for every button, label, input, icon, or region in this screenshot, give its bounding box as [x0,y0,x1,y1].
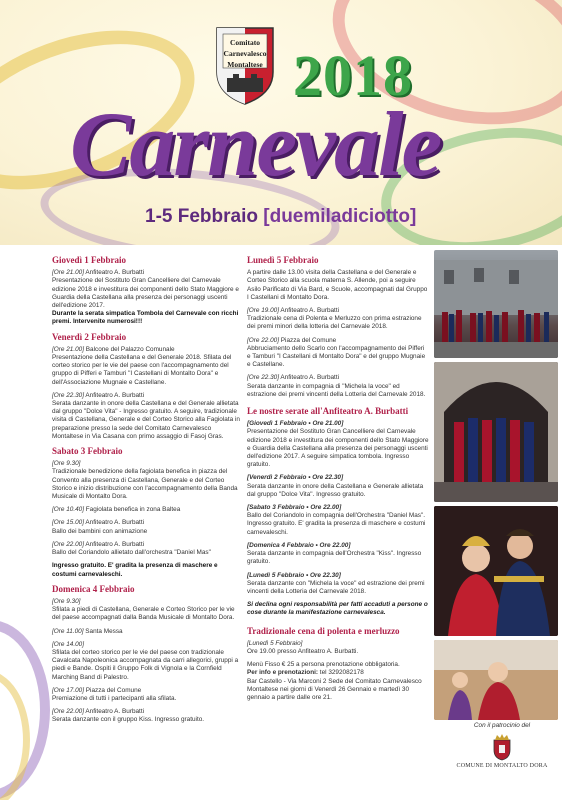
program-event [247,374,429,399]
event-dates [145,206,416,228]
event-time: [Ore 15.00] [52,519,84,527]
photo-castellana-child [434,640,558,720]
program-event [52,269,242,326]
cena-info-text: Bar Castello - Via Marconi 2 Sede del Comitato Carnevalesco Montaltese nei giorni di Venerdì 26 Gennaio e martedì 30 gennaio a partire dalle ore 21. [247,677,422,701]
event-dates-main: 1-5 Febbraio [145,206,258,227]
serate-title: Le nostre serate all'Anfiteatro A. Burbatti [247,406,409,417]
cena-head: [Lunedì 5 Febbraio] [247,639,303,647]
serata-description: Serata danzante in onore della Castellana e Generale allietata dal gruppo "Dolce Vita". Ingresso gratuito. [247,482,424,498]
header-banner [0,0,562,245]
serata-event [247,504,429,537]
photo-castle-parade [434,250,558,358]
event-highlight: Ingresso gratuito. E' gradita la presenza di maschere e costumi carnevaleschi. [52,562,218,578]
event-time: [Ore 17.00] [52,686,84,694]
serata-event [247,572,429,597]
serata-description: Serata danzante in compagnia dell'Orchestra "Kiss". Ingresso gratuito. [247,550,422,566]
event-time: [Ore 22.00] [247,336,279,344]
monday-intro: A partire dalle 13.00 visita della Castellana e del Generale e Corteo Storico alla scuola materna S. Allende, poi a seguire Asilo Parificato di Via Bard, e Scuole, accompagnati dal Gruppo I Castellani di Montalto Dora. [247,269,428,301]
cena-info [247,669,429,677]
program-event [52,641,242,682]
patrocinio-label: Con il patrocinio del [473,722,531,729]
event-time: [Ore 9.30] [52,597,81,605]
day-title: Venerdì 2 Febbraio [52,331,127,342]
program-event [52,541,242,557]
crest-line-1: Comitato [230,38,260,47]
program-event [247,307,429,332]
comune-name: COMUNE DI MONTALTO DORA [456,763,548,769]
event-place: Balcone del Palazzo Comunale [83,345,175,353]
serata-head: [Venerdì 2 Febbraio • Ore 22.30] [247,474,344,482]
program-event [52,346,242,387]
crest-line-3: Montaltese [227,60,263,69]
event-place: Anfiteatro A. Burbatti [278,307,340,315]
photo-castellana-generale [434,506,558,636]
program-event [52,708,242,724]
event-description: Presentazione del Sostituto Gran Cancelliere del Carnevale edizione 2018 e investitura dei componenti dello Stato Maggiore e Guardia della Castellana alla presenza dei personaggi uscenti dell'edizione 2017. [52,277,239,310]
serata-head: [Sabato 3 Febbraio • Ore 22.00] [247,504,342,512]
serata-event [247,474,429,499]
cena-line1: Ore 19.00 presso Anfiteatro A. Burbatti. [247,647,359,655]
event-time: [Ore 22.30] [247,374,279,382]
event-dates-words: [duemiladiciotto] [263,206,417,227]
patrocinio-block [452,722,552,769]
serata-description: Ballo del Coriandolo in compagnia dell'Orchestra "Daniel Mas". Ingresso gratuito. E' gradita la presenza di maschere e costumi carnevaleschi. [247,512,426,536]
event-place: Anfiteatro A. Burbatti [83,519,145,527]
program-event [52,519,242,535]
event-place: Anfiteatro A. Burbatti [83,708,145,716]
event-description: Tradizionale cena di Polenta e Merluzzo con prima estrazione dei premi minori della lotteria del Carnevale 2018. [247,315,422,331]
program-column-right [247,250,429,707]
serata-description: Presentazione del Sostituto Gran Cancelliere del Carnevale edizione 2018 e investitura dei componenti dello Stato Maggiore e Guardia della Castellana alla presenza dei personaggi uscenti dell'edizione 2017. A seguire simpatica tombola. Ingresso gratuito. [247,428,429,469]
program-event [52,460,242,501]
event-description: Ballo dei bambini con animazione [52,527,148,535]
serata-event [247,542,429,567]
event-year: 2018 [293,43,413,108]
event-place: Anfiteatro A. Burbatti [83,540,145,548]
decorative-swirl-bottom [0,600,52,800]
program-event [247,337,429,370]
program-event [52,598,242,623]
event-place: Anfiteatro A. Burbatti [83,269,145,277]
page-title: Carnevale [70,93,441,195]
event-place: Anfiteatro A. Burbatti [278,374,340,382]
event-place: Santa Messa [83,627,123,635]
program-event [52,562,242,578]
event-description: Serata danzante in onore della Castellana e del Generale allietata dal gruppo "Dolce Vita" - Ingresso gratuito. A seguire, tradizionale visita di Castellana, Generale e del Corteo Storico alla Fagiolata in preparazione presso la sede del Comitato Carnevalesco Montaltese in Via Casana con primo assaggio di Fasoj Gras. [52,400,240,440]
event-place: Piazza del Comune [278,336,337,344]
event-description: Serata danzante con il gruppo Kiss. Ingresso gratuito. [52,716,205,724]
day-title: Sabato 3 Febbraio [52,446,123,457]
cena-block [247,640,429,702]
event-time: [Ore 19.00] [247,307,279,315]
comune-crest-icon [491,733,513,761]
event-time: [Ore 14.00] [52,640,84,648]
photo-guards-arch [434,362,558,502]
event-time: [Ore 22.30] [52,391,84,399]
event-place: Anfiteatro A. Burbatti [83,391,145,399]
serata-description: Serata danzante con "Michela la voce" ed estrazione dei premi vincenti della Lotteria del Carnevale 2018. [247,579,425,595]
cena-menu: Menù Fisso € 25 a persona prenotazione obbligatoria. [247,661,400,669]
program-event [52,628,242,636]
serata-head: [Giovedì 1 Febbraio • Ore 21.00] [247,420,344,428]
cena-title: Tradizionale cena di polenta e merluzzo [247,625,400,636]
event-description: Tradizionale benedizione della fagiolata benefica in piazza del Convento alla presenza di Castellana, Generale e del Corteo Storico e inizio distribuzione con l'accompagnamento della Banda Musicale di Montalto Dora. [52,468,238,501]
day-title: Domenica 4 Febbraio [52,583,135,594]
event-time: [Ore 21.00] [52,345,84,353]
event-highlight: Durante la serata simpatica Tombola del Carnevale con ricchi premi. Intervenite numerosi!!! [52,310,239,326]
program-event [52,392,242,441]
program-event [52,687,242,703]
event-time: [Ore 10.40] [52,506,84,514]
cena-info-label: Per info e prenotazioni: [247,669,319,677]
event-description: Ballo del Coriandolo allietato dall'orchestra "Daniel Mas" [52,549,211,557]
event-description: Premiazione di tutti i partecipanti alla sfilata. [52,694,177,702]
day-title: Giovedì 1 Febbraio [52,255,126,265]
crest-line-2: Carnevalesco [223,49,267,58]
serata-head: [Lunedì 5 Febbraio • Ore 22.30] [247,571,341,579]
event-description: Presentazione della Castellana e del Generale 2018. Sfilata del corteo storico per le vie del paese con l'accompagnamento del gruppo di Pifferi e Tamburi "I Castellani di Montalto Dora" e dell'Associazione Mugnaie e Castellane. [52,354,232,386]
event-time: [Ore 11.00] [52,627,84,635]
program-column-left [52,250,242,730]
cena-info-tel: tel 3292082178 [318,669,364,677]
event-description: Sfilata a piedi di Castellana, Generale e Corteo Storico per le vie del paese accompagnati dalla Banda Musicale di Montalto Dora. [52,606,235,622]
disclaimer: Si declina ogni responsabilità per fatti accaduti a persone o cose durante la manifestazione carnevalesca. [247,601,428,617]
event-time: [Ore 21.00] [52,269,84,277]
event-time: [Ore 9.30] [52,460,81,468]
event-description: Abbruciamento dello Scarlo con l'accompagnamento dei Pifferi e Tamburi "I Castellani di Montalto Dora" e del gruppo Mugnaie e Castellane. [247,344,426,369]
event-description: Sfilata del corteo storico per le vie del paese con tradizionale Cavalcata Napoleonica accompagnata da carri allegorici, gruppi a piedi e Bande. Ospiti il Gruppo Folk di Vignola e la Cornfield Marching Band di Palestro. [52,648,239,681]
day-title-monday: Lunedì 5 Febbraio [247,255,319,265]
event-description: Serata danzante in compagnia di "Michela la voce" ed estrazione dei premi vincenti della Lotteria del Carnevale 2018. [247,382,426,398]
photo-column [434,250,558,724]
event-place: Fagiolata benefica in zona Baltea [83,506,181,514]
serata-head: [Domenica 4 Febbraio • Ore 22.00] [247,541,351,549]
program-event [52,506,242,514]
event-place: Piazza del Comune [83,686,142,694]
serata-event [247,420,429,469]
event-time: [Ore 22.00] [52,540,84,548]
event-time: [Ore 22.00] [52,708,84,716]
